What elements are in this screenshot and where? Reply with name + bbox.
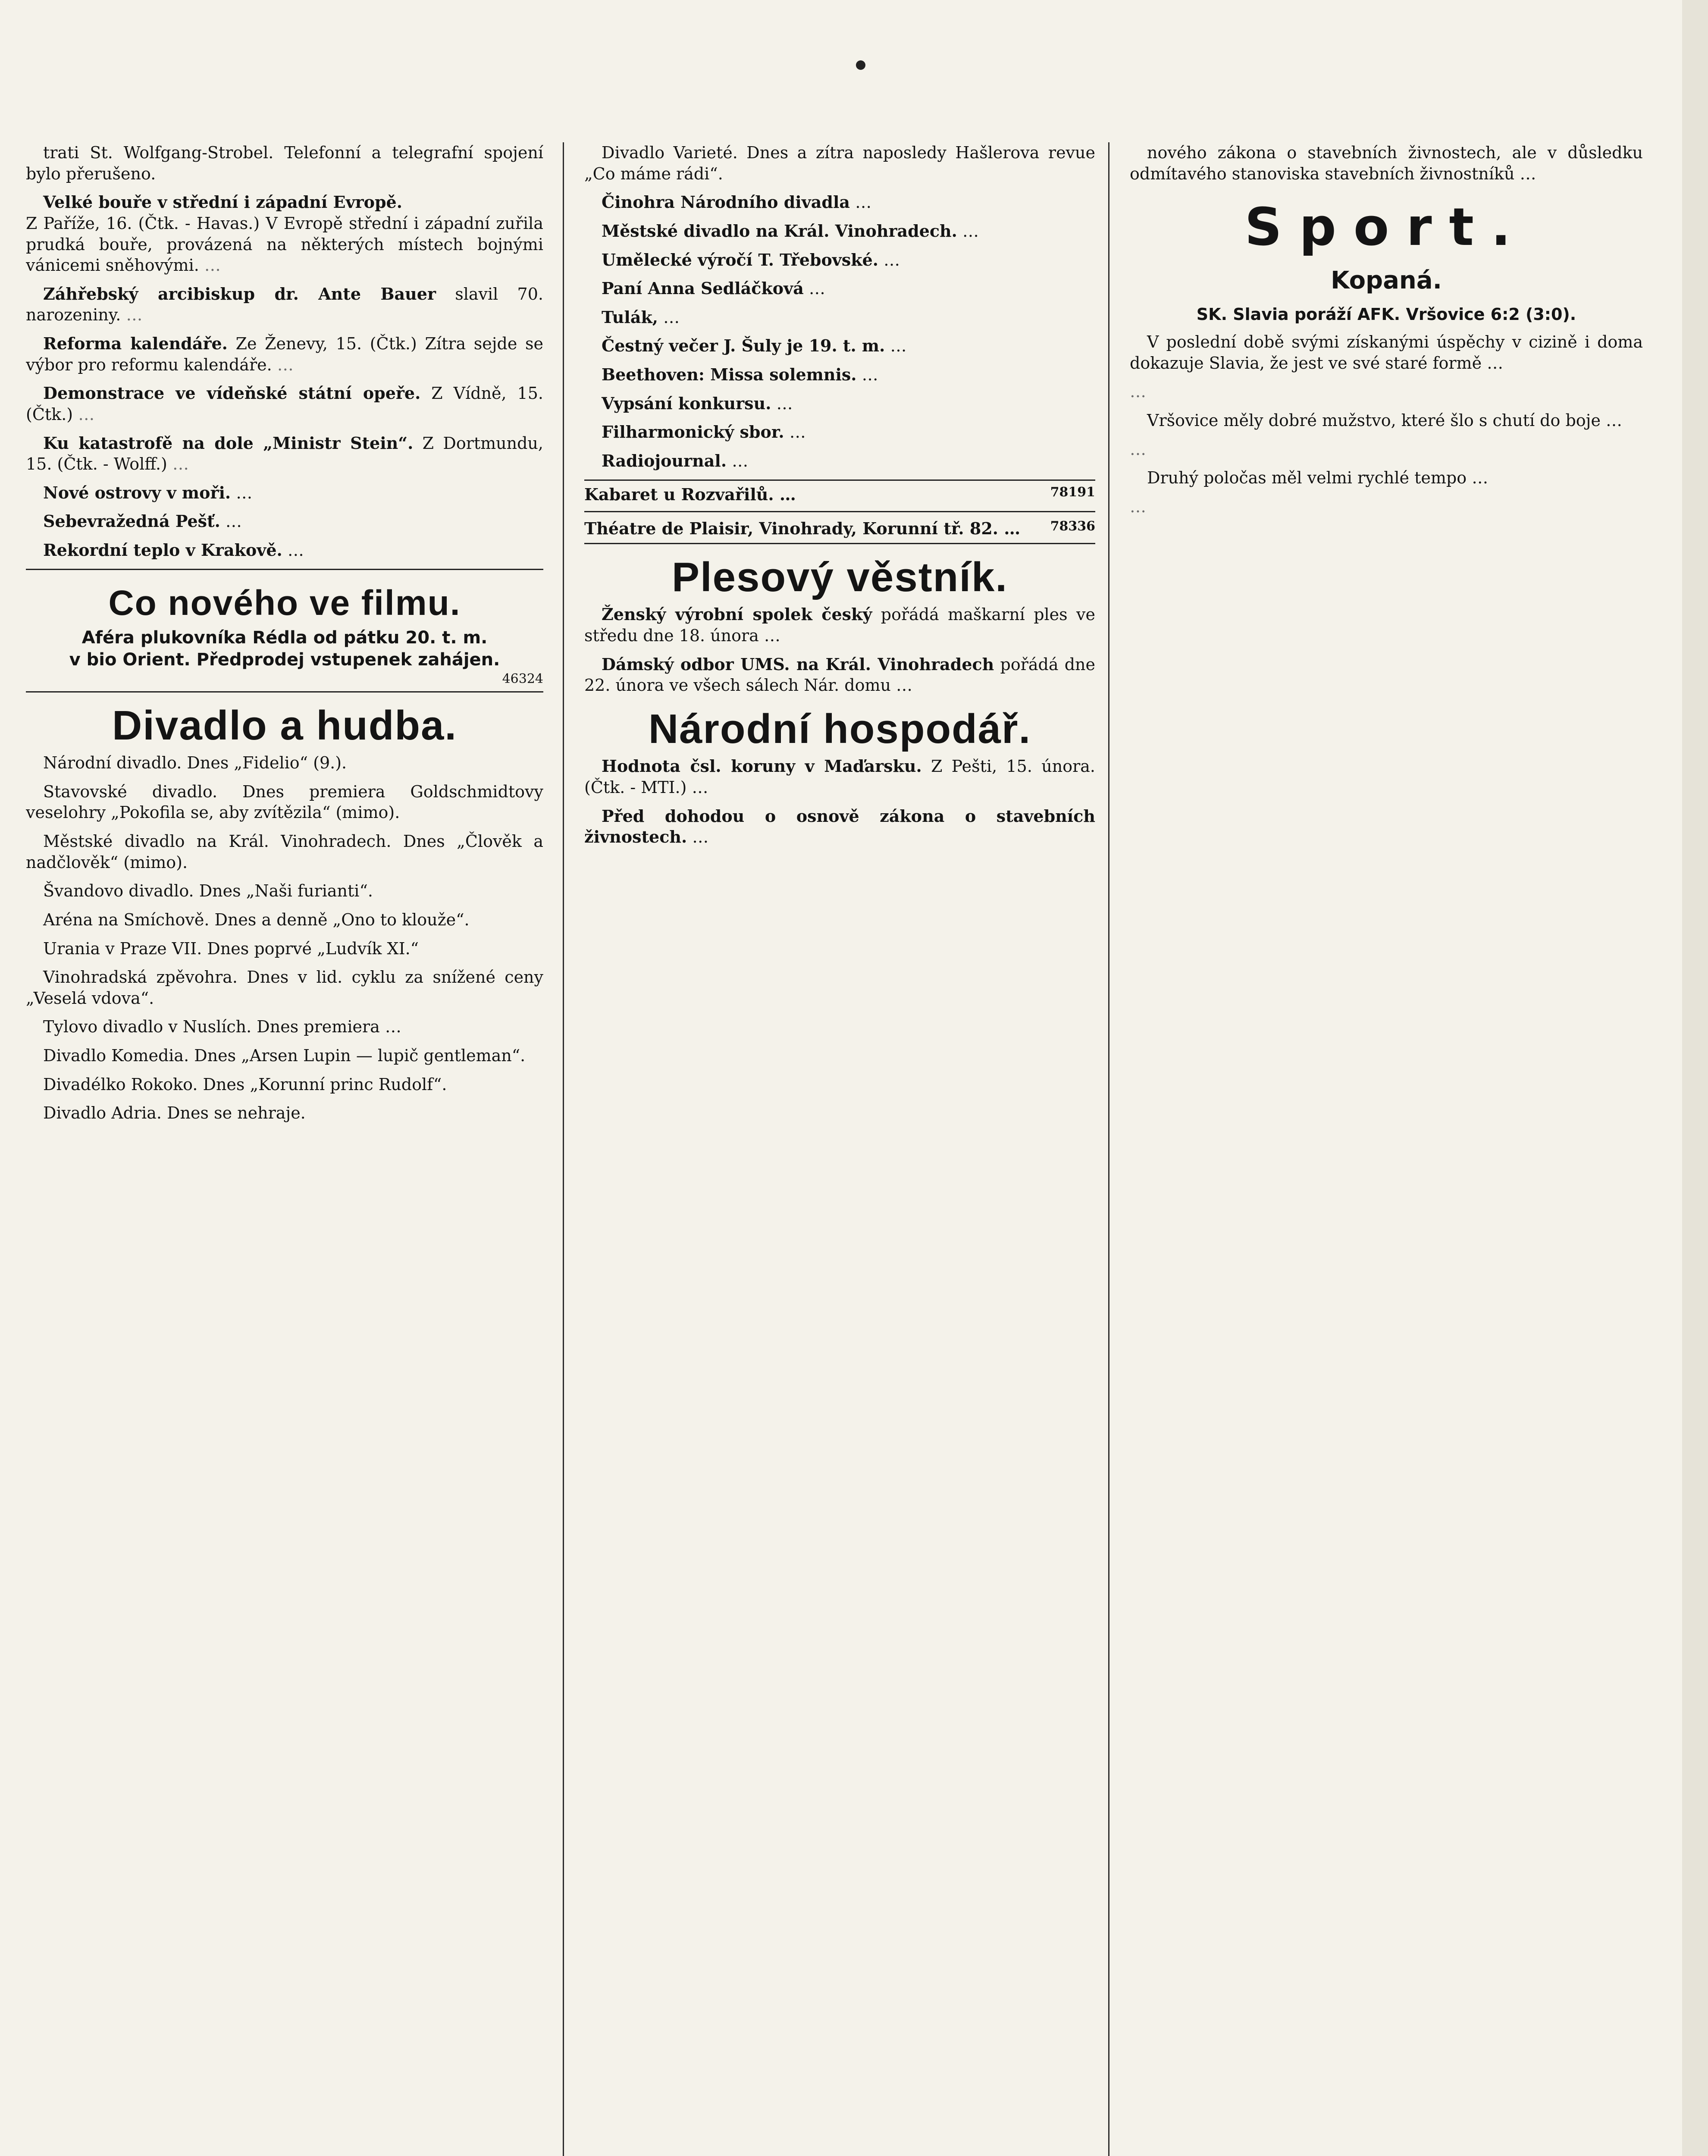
theatre-narodni: Národní divadlo. Dnes „Fidelio“ (9.). — [43, 753, 347, 773]
vinohrady-head: Městské divadlo na Král. Vinohradech. — [602, 221, 957, 241]
ball-1-text: pořádá maškarní ples ve středu dne 18. února … — [584, 605, 1095, 645]
suicide-article — [26, 511, 543, 532]
ad-plaisir — [584, 518, 1095, 539]
football-subhead: Kopaná. — [1331, 266, 1442, 295]
theatre-adria: Divadlo Adria. Dnes se nehraje. — [43, 1103, 306, 1123]
warm-text: … — [287, 541, 304, 560]
theatre-urania: Urania v Praze VII. Dnes poprvé „Ludvík XI.“ — [43, 939, 419, 958]
mine-more: … — [172, 454, 189, 474]
mine-text: Z Dortmundu, 15. (Čtk. - Wolff.) — [26, 433, 543, 474]
match-more: … — [1130, 382, 1146, 401]
trade-continued: nového zákona o stavebních živnostech, ale v důsledku odmítavého stanoviska stavebních živnostníků … — [1130, 143, 1643, 183]
ad-plaisir-text: Théatre de Plaisir, Vinohrady, Korunní tř. 82. … — [584, 519, 1021, 539]
suicide-text: … — [225, 512, 242, 531]
filharmonie-head: Filharmonický sbor. — [602, 422, 784, 442]
ads-divider — [584, 511, 1095, 512]
mine-article — [26, 433, 543, 475]
calendar-head: Reforma kalendáře. — [43, 334, 228, 353]
newspaper-page — [26, 142, 1682, 2156]
ball-2 — [584, 654, 1095, 696]
ball-banner: Plesový věstník. — [671, 554, 1008, 600]
opera-article — [26, 383, 543, 425]
match-head: SK. Slavia poráží AFK. Vršovice 6:2 (3:0). — [1196, 304, 1576, 324]
suly-article — [584, 335, 1095, 357]
konkurs-head: Vypsání konkursu. — [602, 393, 771, 413]
variete-notice: Divadlo Varieté. Dnes a zítra naposledy Hašlerova revue „Co máme rádi“. — [584, 143, 1095, 183]
column-1 — [26, 142, 543, 2156]
match-text-2: Vršovice měly dobré mužstvo, které šlo s chutí do boje … — [1147, 411, 1623, 430]
column-2 — [584, 142, 1095, 2156]
radio-text: … — [732, 451, 749, 470]
film-box — [26, 569, 543, 693]
tulak-text: … — [663, 307, 680, 327]
suly-text: … — [890, 336, 907, 356]
trebovska-text: … — [884, 250, 900, 270]
cinohra-text: … — [855, 193, 872, 212]
calendar-article — [26, 333, 543, 375]
theatre-zpevohra: Vinohradská zpěvohra. Dnes v lid. cyklu za snížené ceny „Veselá vdova“. — [26, 968, 543, 1008]
mine-head: Ku katastrofě na dole „Ministr Stein“. — [43, 433, 414, 453]
missa-text: … — [862, 365, 878, 384]
match-more-2: … — [1130, 439, 1146, 459]
ball-2-head: Dámský odbor UMS. na Král. Vinohradech — [602, 654, 994, 674]
trade-article — [584, 806, 1095, 848]
ad-kabaret — [584, 484, 1095, 505]
storm-head: Velké bouře v střední i západní Evropě. — [43, 192, 402, 212]
ad-plaisir-code: 78336 — [1050, 519, 1095, 534]
storm-text: Z Paříže, 16. (Čtk. - Havas.) V Evropě střední i západní zuřila prudká bouře, provázená na některých místech bojnými vánicemi sněhovými. — [26, 213, 543, 275]
theatre-smichov: Aréna na Smíchově. Dnes a denně „Ono to klouže“. — [43, 910, 470, 929]
vinohrady-article — [584, 221, 1095, 242]
trebovska-head: Umělecké výročí T. Třebovské. — [602, 250, 879, 270]
theatre-komedie: Divadlo Komedia. Dnes „Arsen Lupin — lupič gentleman“. — [43, 1046, 526, 1065]
suicide-head: Sebevražedná Pešť. — [43, 511, 220, 531]
column-rule-1 — [563, 142, 564, 2156]
tulak-article — [584, 307, 1095, 328]
vinohrady-text: … — [962, 221, 979, 241]
match-text-3: Druhý poločas měl velmi rychlé tempo … — [1147, 468, 1489, 488]
column-rule-2 — [1108, 142, 1109, 2156]
theatre-vinohrady: Městské divadlo na Král. Vinohradech. Dnes „Člověk a nadčlověk“ (mimo). — [26, 832, 543, 872]
islands-head: Nové ostrovy v moři. — [43, 483, 231, 502]
storm-more: … — [204, 256, 221, 275]
theatre-rokoko: Divadélko Rokoko. Dnes „Korunní princ Rudolf“. — [43, 1075, 447, 1094]
archbishop-head: Záhřebský arcibiskup dr. Ante Bauer — [43, 284, 436, 304]
trebovska-article — [584, 250, 1095, 271]
theatre-svandovo: Švandovo divadlo. Dnes „Naši furianti“. — [43, 881, 373, 901]
tulak-head: Tulák, — [602, 307, 658, 327]
currency-text: Z Pešti, 15. února. (Čtk. - MTI.) … — [584, 757, 1095, 797]
match-text: V poslední době svými získanými úspěchy v cizině i doma dokazuje Slavia, že jest ve své staré formě … — [1130, 332, 1643, 373]
currency-article — [584, 756, 1095, 798]
film-ad-line-2: v bio Orient. Předprodej vstupenek zahájen. — [69, 650, 500, 670]
scan-edge — [1682, 0, 1708, 2156]
warm-article — [26, 540, 543, 561]
intro-text: trati St. Wolfgang-Strobel. Telefonní a telegrafní spojení bylo přerušeno. — [26, 143, 543, 183]
filharmonie-article — [584, 422, 1095, 443]
ball-1 — [584, 604, 1095, 646]
film-ad-line-1: Aféra plukovníka Rédla od pátku 20. t. m. — [81, 627, 488, 648]
islands-article — [26, 483, 543, 504]
trade-text: … — [692, 827, 709, 847]
currency-head: Hodnota čsl. koruny v Maďarsku. — [602, 756, 922, 776]
page-dot — [856, 60, 865, 70]
archbishop-article — [26, 284, 543, 326]
ball-1-head: Ženský výrobní spolek český — [602, 605, 872, 624]
missa-article — [584, 364, 1095, 385]
cinohra-head: Činohra Národního divadla — [602, 192, 850, 212]
radio-head: Radiojournal. — [602, 451, 727, 470]
suly-head: Čestný večer J. Šuly je 19. t. m. — [602, 336, 885, 356]
ad-kabaret-code: 78191 — [1050, 484, 1095, 500]
opera-text: Z Vídně, 15. (Čtk.) — [26, 384, 543, 424]
theatre-stavovske: Stavovské divadlo. Dnes premiera Goldschmidtovy veselohry „Pokofila se, aby zvítězila“ (mimo). — [26, 782, 543, 822]
archbishop-more: … — [126, 305, 143, 325]
archbishop-text: slavil 70. narozeniny. — [26, 284, 543, 325]
calendar-text: Ze Ženevy, 15. (Čtk.) Zítra sejde se výbor pro reformu kalendáře. — [26, 334, 543, 374]
trade-head: Před dohodou o osnově zákona o stavebních živnostech. — [584, 806, 1095, 847]
match-more-3: … — [1130, 497, 1146, 516]
economy-banner: Národní hospodář. — [648, 705, 1031, 752]
opera-head: Demonstrace ve vídeňské státní opeře. — [43, 383, 421, 403]
sport-banner: Sport. — [1244, 197, 1528, 258]
theatre-banner: Divadlo a hudba. — [112, 702, 458, 749]
ball-2-text: pořádá dne 22. února ve všech sálech Nár. domu … — [584, 655, 1095, 695]
column-3 — [1130, 142, 1643, 2156]
film-banner: Co nového ve filmu. — [108, 583, 461, 623]
radio-article — [584, 451, 1095, 472]
ad-kabaret-text: Kabaret u Rozvařilů. … — [584, 484, 796, 504]
missa-head: Beethoven: Missa solemnis. — [602, 365, 857, 384]
sedlackova-head: Paní Anna Sedláčková — [602, 279, 804, 298]
ads-box — [584, 479, 1095, 544]
konkurs-article — [584, 393, 1095, 414]
sedlackova-text: … — [809, 279, 825, 298]
film-ad-code: 46324 — [502, 671, 543, 687]
islands-text: … — [236, 483, 253, 502]
theatre-tylovo: Tylovo divadlo v Nuslích. Dnes premiera … — [43, 1017, 401, 1037]
konkurs-text: … — [776, 394, 793, 413]
calendar-more: … — [277, 355, 294, 374]
storm-article — [26, 192, 543, 276]
filharmonie-text: … — [789, 423, 806, 442]
opera-more: … — [78, 404, 95, 424]
warm-head: Rekordní teplo v Krakově. — [43, 540, 282, 560]
sedlackova-article — [584, 278, 1095, 299]
cinohra-article — [584, 192, 1095, 213]
